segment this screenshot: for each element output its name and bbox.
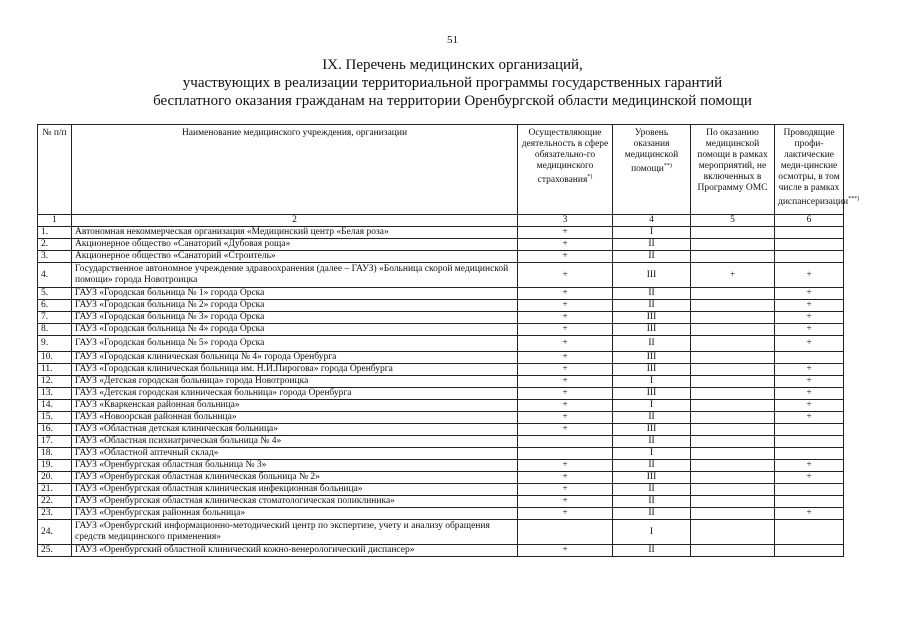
outside-program-mark (691, 484, 775, 496)
header-exams-footnote: ***) (848, 196, 860, 202)
header-exams (775, 125, 860, 215)
preventive-exams-mark (775, 545, 844, 557)
table-row (38, 460, 844, 472)
row-number: 24. (38, 520, 72, 545)
document-title (0, 56, 905, 110)
outside-program-mark (691, 376, 775, 388)
row-number: 14. (38, 400, 72, 412)
row-number: 11. (38, 364, 72, 376)
organization-name: ГАУЗ «Оренбургский областной клинический кожно-венерологический диспансер» (72, 545, 518, 557)
organization-name: ГАУЗ «Оренбургская районная больница» (72, 508, 518, 520)
column-number: 6 (775, 215, 844, 227)
table-row (38, 448, 844, 460)
outside-program-mark (691, 251, 775, 263)
row-number: 15. (38, 412, 72, 424)
table-row (38, 239, 844, 251)
organization-name: ГАУЗ «Областная психиатрическая больница № 4» (72, 436, 518, 448)
care-level: II (613, 288, 691, 300)
preventive-exams-mark (775, 251, 844, 263)
preventive-exams-mark: + (775, 300, 844, 312)
preventive-exams-mark: + (775, 508, 844, 520)
oms-mark: + (518, 545, 613, 557)
oms-mark: + (518, 324, 613, 336)
preventive-exams-mark: + (775, 400, 844, 412)
outside-program-mark (691, 336, 775, 352)
outside-program-mark (691, 436, 775, 448)
outside-program-mark (691, 496, 775, 508)
row-number: 23. (38, 508, 72, 520)
preventive-exams-mark: + (775, 336, 844, 352)
organization-name: ГАУЗ «Городская клиническая больница № 4» города Оренбурга (72, 352, 518, 364)
row-number: 22. (38, 496, 72, 508)
oms-mark: + (518, 376, 613, 388)
preventive-exams-mark: + (775, 263, 844, 288)
preventive-exams-mark: + (775, 472, 844, 484)
header-num: № п/п (38, 125, 72, 215)
care-level: II (613, 484, 691, 496)
oms-mark: + (518, 472, 613, 484)
row-number: 10. (38, 352, 72, 364)
outside-program-mark (691, 300, 775, 312)
outside-program-mark (691, 412, 775, 424)
row-number: 9. (38, 336, 72, 352)
care-level: II (613, 496, 691, 508)
preventive-exams-mark: + (775, 324, 844, 336)
preventive-exams-mark: + (775, 288, 844, 300)
organization-name: ГАУЗ «Оренбургская областная клиническая больница № 2» (72, 472, 518, 484)
care-level: II (613, 508, 691, 520)
organization-name: ГАУЗ «Областной аптечный склад» (72, 448, 518, 460)
header-name: Наименование медицинского учреждения, организации (72, 125, 518, 215)
care-level: II (613, 460, 691, 472)
row-number: 5. (38, 288, 72, 300)
table-row (38, 412, 844, 424)
outside-program-mark (691, 400, 775, 412)
outside-program-mark (691, 352, 775, 364)
organizations-table (37, 124, 860, 557)
outside-program-mark (691, 545, 775, 557)
table-row (38, 336, 844, 352)
organization-name: ГАУЗ «Городская клиническая больница им. Н.И.Пирогова» города Оренбурга (72, 364, 518, 376)
organization-name: Государственное автономное учреждение здравоохранения (далее – ГАУЗ) «Больница скорой медицинской помощи» города Новотроицка (72, 263, 518, 288)
table-row (38, 424, 844, 436)
oms-mark: + (518, 400, 613, 412)
row-number: 2. (38, 239, 72, 251)
table-row (38, 400, 844, 412)
row-number: 13. (38, 388, 72, 400)
outside-program-mark: + (691, 263, 775, 288)
preventive-exams-mark (775, 436, 844, 448)
oms-mark: + (518, 263, 613, 288)
oms-mark: + (518, 508, 613, 520)
care-level: III (613, 472, 691, 484)
outside-program-mark (691, 424, 775, 436)
organization-name: ГАУЗ «Областная детская клиническая больница» (72, 424, 518, 436)
column-numbers-row (38, 215, 844, 227)
care-level: III (613, 312, 691, 324)
oms-mark (518, 436, 613, 448)
preventive-exams-mark (775, 239, 844, 251)
column-number: 5 (691, 215, 775, 227)
care-level: II (613, 300, 691, 312)
table-header-row (38, 125, 844, 215)
organization-name: Автономная некоммерческая организация «Медицинский центр «Белая роза» (72, 227, 518, 239)
oms-mark: + (518, 364, 613, 376)
oms-mark: + (518, 300, 613, 312)
care-level: II (613, 412, 691, 424)
organization-name: ГАУЗ «Оренбургский информационно-методический центр по экспертизе, учету и анализу обращения средств медицинского применения» (72, 520, 518, 545)
row-number: 19. (38, 460, 72, 472)
table-row (38, 251, 844, 263)
table-row (38, 324, 844, 336)
row-number: 1. (38, 227, 72, 239)
column-number: 1 (38, 215, 72, 227)
preventive-exams-mark: + (775, 460, 844, 472)
row-number: 6. (38, 300, 72, 312)
table-row (38, 388, 844, 400)
preventive-exams-mark (775, 520, 844, 545)
care-level: III (613, 388, 691, 400)
care-level: III (613, 352, 691, 364)
preventive-exams-mark (775, 496, 844, 508)
preventive-exams-mark: + (775, 364, 844, 376)
care-level: III (613, 263, 691, 288)
organization-name: ГАУЗ «Детская городская клиническая больница» города Оренбурга (72, 388, 518, 400)
preventive-exams-mark (775, 448, 844, 460)
table-row (38, 364, 844, 376)
oms-mark: + (518, 336, 613, 352)
row-number: 21. (38, 484, 72, 496)
outside-program-mark (691, 448, 775, 460)
header-level (613, 125, 691, 215)
preventive-exams-mark (775, 227, 844, 239)
row-number: 16. (38, 424, 72, 436)
title-line-2: участвующих в реализации территориальной программы государственных гарантий (182, 75, 723, 91)
table-row (38, 484, 844, 496)
table-row (38, 312, 844, 324)
table-row (38, 263, 844, 288)
header-oms (518, 125, 613, 215)
preventive-exams-mark: + (775, 312, 844, 324)
outside-program-mark (691, 324, 775, 336)
outside-program-mark (691, 364, 775, 376)
header-level-footnote: **) (663, 163, 672, 169)
organization-name: ГАУЗ «Городская больница № 2» города Орска (72, 300, 518, 312)
oms-mark: + (518, 288, 613, 300)
oms-mark: + (518, 496, 613, 508)
outside-program-mark (691, 388, 775, 400)
care-level: I (613, 227, 691, 239)
header-outside: По оказанию медицинской помощи в рамках мероприятий, не включенных в Программу ОМС (691, 125, 775, 215)
organization-name: ГАУЗ «Оренбургская областная больница № 3» (72, 460, 518, 472)
preventive-exams-mark (775, 424, 844, 436)
care-level: II (613, 239, 691, 251)
care-level: I (613, 520, 691, 545)
organization-name: ГАУЗ «Городская больница № 1» города Орска (72, 288, 518, 300)
header-oms-footnote: *) (587, 174, 593, 180)
table-row (38, 520, 844, 545)
oms-mark: + (518, 352, 613, 364)
column-number: 3 (518, 215, 613, 227)
organization-name: ГАУЗ «Городская больница № 3» города Орска (72, 312, 518, 324)
title-line-3: бесплатного оказания гражданам на территории Оренбургской области медицинской помощи (153, 93, 752, 109)
outside-program-mark (691, 239, 775, 251)
organization-name: ГАУЗ «Городская больница № 5» города Орска (72, 336, 518, 352)
care-level: II (613, 336, 691, 352)
care-level: II (613, 545, 691, 557)
care-level: I (613, 376, 691, 388)
oms-mark: + (518, 312, 613, 324)
table-row (38, 300, 844, 312)
row-number: 7. (38, 312, 72, 324)
preventive-exams-mark: + (775, 388, 844, 400)
title-line-1: IX. Перечень медицинских организаций, (322, 57, 583, 73)
row-number: 25. (38, 545, 72, 557)
outside-program-mark (691, 472, 775, 484)
preventive-exams-mark (775, 484, 844, 496)
outside-program-mark (691, 312, 775, 324)
table-row (38, 227, 844, 239)
care-level: III (613, 324, 691, 336)
care-level: I (613, 400, 691, 412)
column-number: 4 (613, 215, 691, 227)
organization-name: ГАУЗ «Детская городская больница» города Новотроицка (72, 376, 518, 388)
care-level: I (613, 448, 691, 460)
oms-mark: + (518, 388, 613, 400)
outside-program-mark (691, 460, 775, 472)
row-number: 18. (38, 448, 72, 460)
organization-name: ГАУЗ «Новоорская районная больница» (72, 412, 518, 424)
row-number: 4. (38, 263, 72, 288)
oms-mark: + (518, 484, 613, 496)
organization-name: ГАУЗ «Оренбургская областная клиническая инфекционная больница» (72, 484, 518, 496)
table-row (38, 436, 844, 448)
care-level: III (613, 364, 691, 376)
care-level: III (613, 424, 691, 436)
table-row (38, 545, 844, 557)
outside-program-mark (691, 288, 775, 300)
page-number: 51 (447, 34, 458, 46)
row-number: 12. (38, 376, 72, 388)
table-row (38, 376, 844, 388)
column-number: 2 (72, 215, 518, 227)
row-number: 8. (38, 324, 72, 336)
oms-mark: + (518, 460, 613, 472)
oms-mark (518, 448, 613, 460)
outside-program-mark (691, 520, 775, 545)
oms-mark: + (518, 251, 613, 263)
preventive-exams-mark: + (775, 412, 844, 424)
oms-mark (518, 520, 613, 545)
organization-name: Акционерное общество «Санаторий «Строитель» (72, 251, 518, 263)
table-row (38, 508, 844, 520)
header-oms-text: Осуществляющие деятельность в сфере обязательно-го медицинского страхования (521, 128, 609, 186)
organization-name: ГАУЗ «Оренбургская областная клиническая стоматологическая поликлиника» (72, 496, 518, 508)
header-level-text: Уровень оказания медицинской помощи (624, 128, 679, 175)
oms-mark: + (518, 227, 613, 239)
preventive-exams-mark (775, 352, 844, 364)
row-number: 17. (38, 436, 72, 448)
table-row (38, 472, 844, 484)
oms-mark: + (518, 412, 613, 424)
table-row (38, 288, 844, 300)
organization-name: Акционерное общество «Санаторий «Дубовая роща» (72, 239, 518, 251)
organization-name: ГАУЗ «Кваркенская районная больница» (72, 400, 518, 412)
oms-mark: + (518, 424, 613, 436)
care-level: II (613, 251, 691, 263)
table-row (38, 496, 844, 508)
row-number: 3. (38, 251, 72, 263)
care-level: II (613, 436, 691, 448)
header-exams-text: Проводящие профи-лактические меди-цинские осмотры, в том числе в рамках диспансеризации (778, 128, 849, 208)
preventive-exams-mark: + (775, 376, 844, 388)
organization-name: ГАУЗ «Городская больница № 4» города Орска (72, 324, 518, 336)
table-row (38, 352, 844, 364)
oms-mark: + (518, 239, 613, 251)
outside-program-mark (691, 508, 775, 520)
row-number: 20. (38, 472, 72, 484)
outside-program-mark (691, 227, 775, 239)
